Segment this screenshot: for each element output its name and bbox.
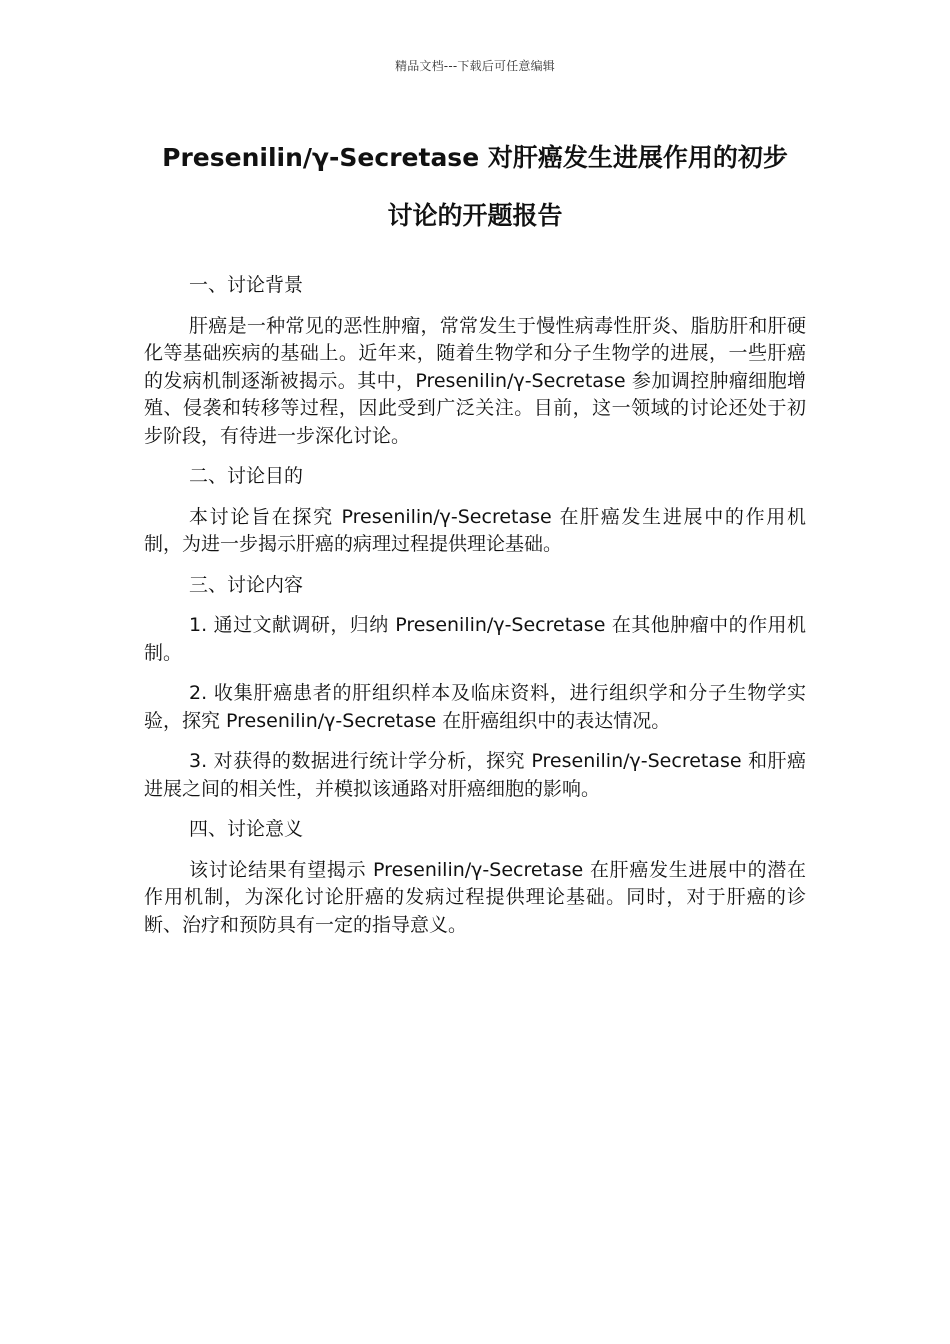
paragraph-significance: 该讨论结果有望揭示 Presenilin/γ-Secretase 在肝癌发生进展中的潜在作用机制，为深化讨论肝癌的发病过程提供理论基础。同时，对于肝癌的诊断、治疗和预防具有一定的指导意义。 (144, 858, 806, 936)
list-item-content-1: 1. 通过文献调研，归纳 Presenilin/γ-Secretase 在其他肿瘤中的作用机制。 (144, 614, 806, 664)
list-item-content-2: 2. 收集肝癌患者的肝组织样本及临床资料，进行组织学和分子生物学实验，探究 Presenilin/γ-Secretase 在肝癌组织中的表达情况。 (144, 682, 806, 732)
section-heading-background: 一、讨论背景 (189, 274, 304, 296)
section-heading-content: 三、讨论内容 (189, 573, 304, 596)
document-title-line-2: 讨论的开题报告 (387, 201, 563, 230)
paragraph-background: 肝癌是一种常见的恶性肿瘤，常常发生于慢性病毒性肝炎、脂肪肝和肝硬化等基础疾病的基础上。近年来，随着生物学和分子生物学的进展，一些肝癌的发病机制逐渐被揭示。其中，Presenilin/γ-Secretase 参加调控肿瘤细胞增殖、侵袭和转移等过程，因此受到广泛关注。目前，这一领域的讨论还处于初步阶段，有待进一步深化讨论。 (144, 314, 806, 447)
paragraph-purpose: 本讨论旨在探究 Presenilin/γ-Secretase 在肝癌发生进展中的作用机制，为进一步揭示肝癌的病理过程提供理论基础。 (144, 505, 806, 555)
section-heading-purpose: 二、讨论目的 (189, 465, 304, 487)
document-title-line-1: Presenilin/γ-Secretase 对肝癌发生进展作用的初步 (162, 143, 788, 172)
header-note: 精品文档---下载后可任意编辑 (395, 59, 555, 73)
section-heading-significance: 四、讨论意义 (189, 818, 304, 840)
document-body (144, 272, 806, 952)
list-item-content-3: 3. 对获得的数据进行统计学分析，探究 Presenilin/γ-Secretase 和肝癌进展之间的相关性，并模拟该通路对肝癌细胞的影响。 (144, 750, 806, 800)
